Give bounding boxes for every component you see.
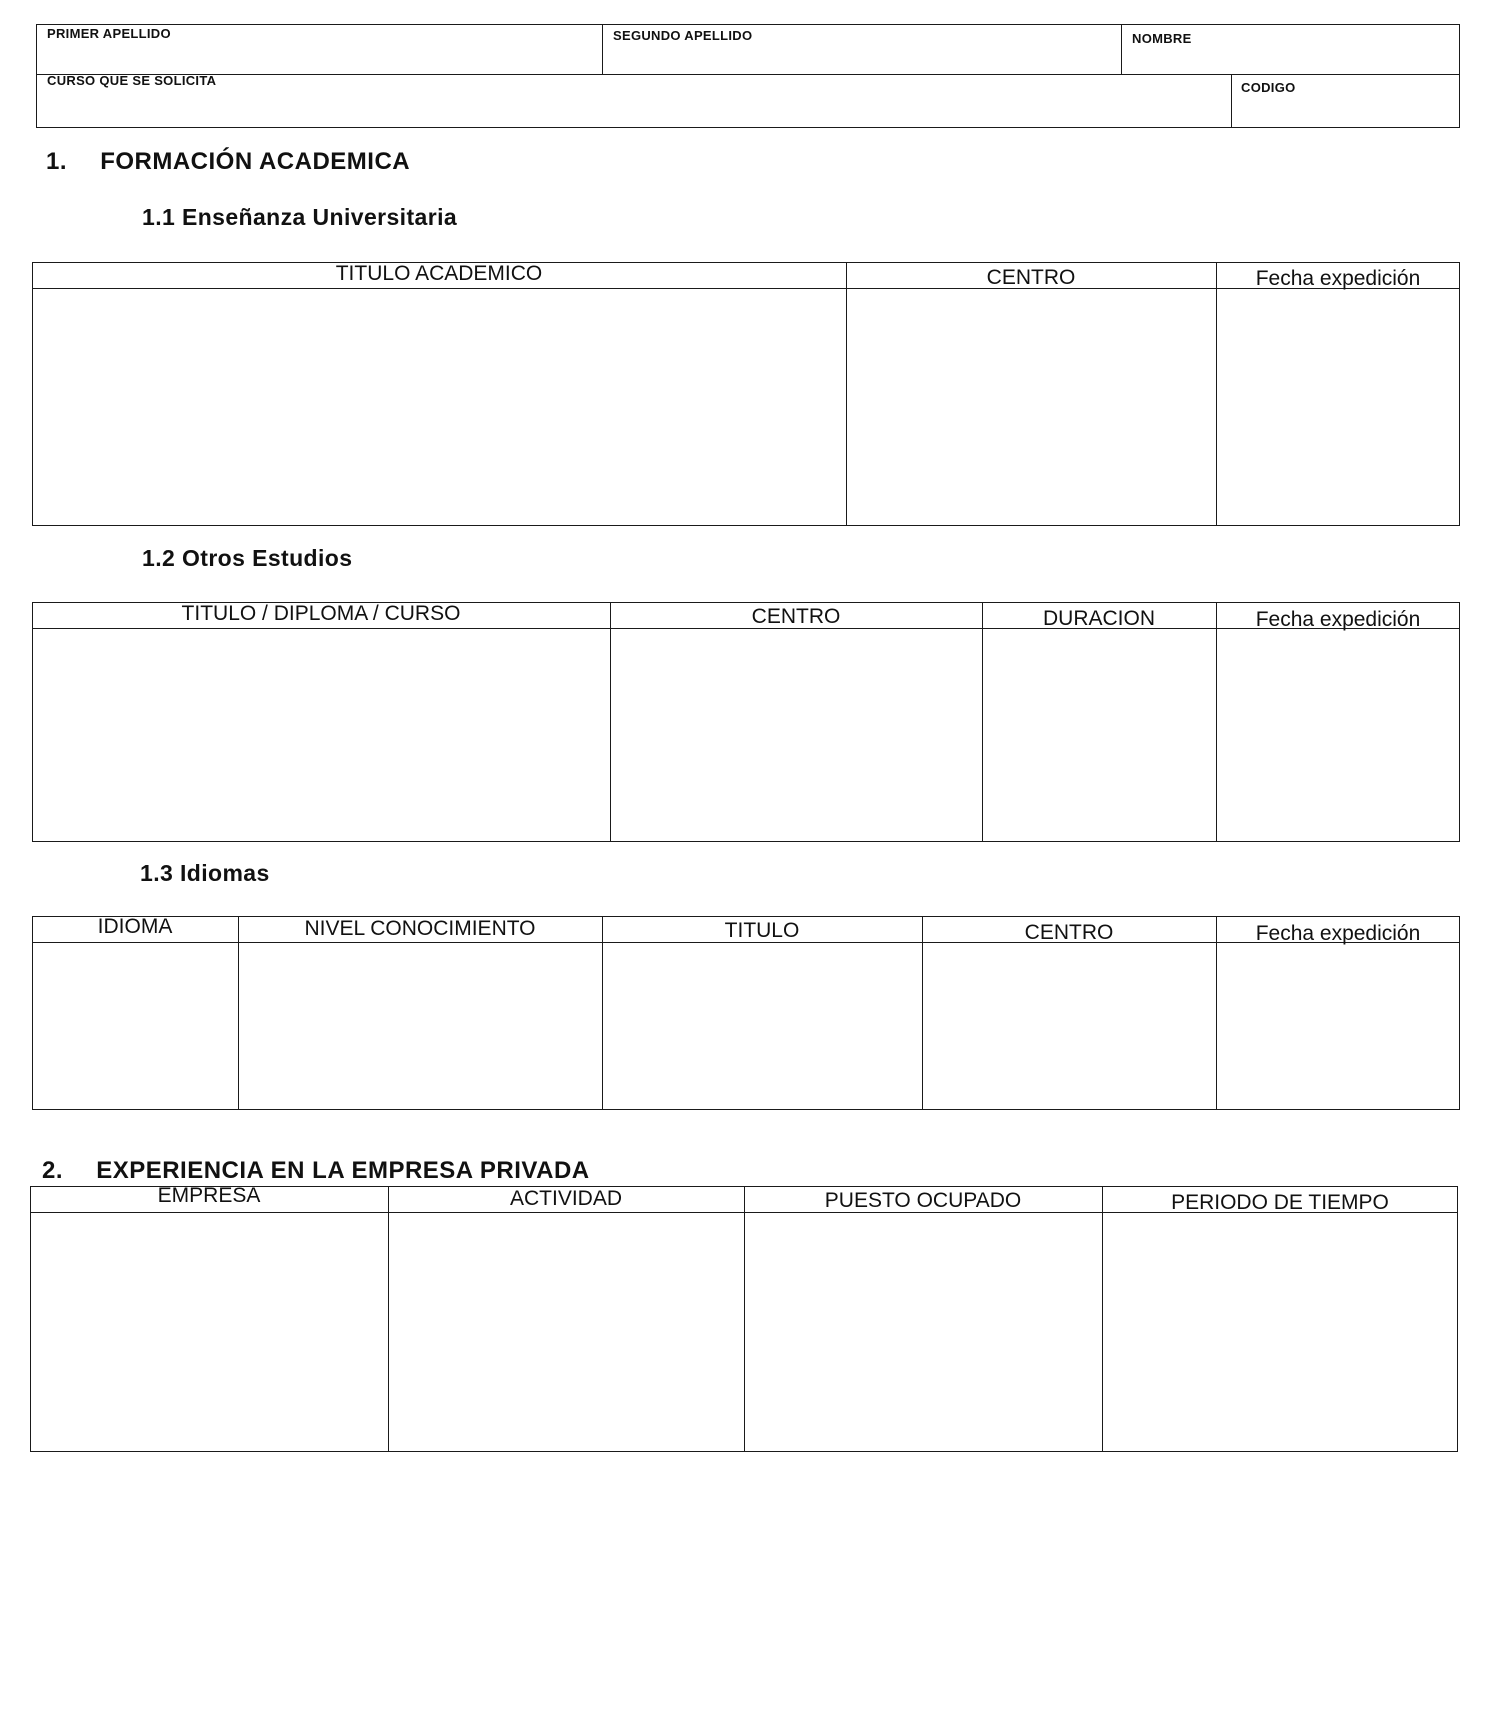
other-studies-row-duracion[interactable] [984, 630, 1214, 840]
section-2-heading [42, 1157, 590, 1185]
segundo-apellido-label: SEGUNDO APELLIDO [613, 28, 753, 43]
university-row-titulo[interactable] [34, 290, 844, 524]
experience-row-puesto[interactable] [746, 1214, 1100, 1450]
primer-apellido-field[interactable] [38, 44, 600, 72]
col-centro: CENTRO [1024, 921, 1114, 944]
col-actividad: ACTIVIDAD [509, 1187, 622, 1210]
section-1-heading [46, 148, 410, 176]
col-titulo-academico: TITULO ACADEMICO [335, 262, 543, 285]
col-centro: CENTRO [986, 266, 1076, 289]
primer-apellido-label: PRIMER APELLIDO [47, 26, 171, 41]
section-1-number: 1. [46, 148, 68, 175]
experience-row-actividad[interactable] [390, 1214, 742, 1450]
other-studies-row-fecha[interactable] [1218, 630, 1458, 840]
languages-row-idioma[interactable] [34, 944, 236, 1108]
section-2-title: EXPERIENCIA EN LA EMPRESA PRIVADA [96, 1157, 590, 1184]
languages-row-nivel[interactable] [240, 944, 600, 1108]
subsection-1-1-title: 1.1 Enseñanza Universitaria [142, 204, 458, 230]
subsection-1-3-title: 1.3 Idiomas [140, 860, 270, 886]
languages-row-centro[interactable] [924, 944, 1214, 1108]
experience-row-empresa[interactable] [32, 1214, 386, 1450]
col-titulo: TITULO [724, 919, 800, 942]
col-duracion: DURACION [1042, 607, 1155, 630]
other-studies-row-titulo[interactable] [34, 630, 608, 840]
experience-row-periodo[interactable] [1104, 1214, 1456, 1450]
other-studies-row-centro[interactable] [612, 630, 980, 840]
col-nivel-conocimiento: NIVEL CONOCIMIENTO [304, 917, 536, 940]
col-periodo-de-tiempo: PERIODO DE TIEMPO [1171, 1191, 1389, 1214]
col-fecha-expedicion: Fecha expedición [1255, 608, 1421, 631]
col-fecha-expedicion: Fecha expedición [1255, 922, 1421, 945]
curso-field[interactable] [38, 92, 1229, 126]
nombre-label: NOMBRE [1132, 31, 1192, 46]
segundo-apellido-field[interactable] [604, 46, 1119, 72]
university-row-fecha[interactable] [1218, 290, 1458, 524]
nombre-field[interactable] [1123, 48, 1458, 72]
languages-row-titulo[interactable] [604, 944, 920, 1108]
col-titulo-diploma-curso: TITULO / DIPLOMA / CURSO [181, 602, 461, 625]
codigo-label: CODIGO [1241, 80, 1296, 95]
curso-label: CURSO QUE SE SOLICITA [47, 73, 217, 88]
col-centro: CENTRO [751, 605, 841, 628]
col-empresa: EMPRESA [157, 1184, 261, 1207]
subsection-1-2-title: 1.2 Otros Estudios [142, 545, 353, 571]
section-1-title: FORMACIÓN ACADEMICA [100, 148, 411, 175]
col-puesto-ocupado: PUESTO OCUPADO [824, 1189, 1022, 1212]
university-row-centro[interactable] [848, 290, 1214, 524]
col-fecha-expedicion: Fecha expedición [1255, 267, 1421, 290]
languages-row-fecha[interactable] [1218, 944, 1458, 1108]
section-2-number: 2. [42, 1157, 64, 1184]
codigo-field[interactable] [1233, 96, 1458, 126]
col-idioma: IDIOMA [97, 915, 173, 938]
